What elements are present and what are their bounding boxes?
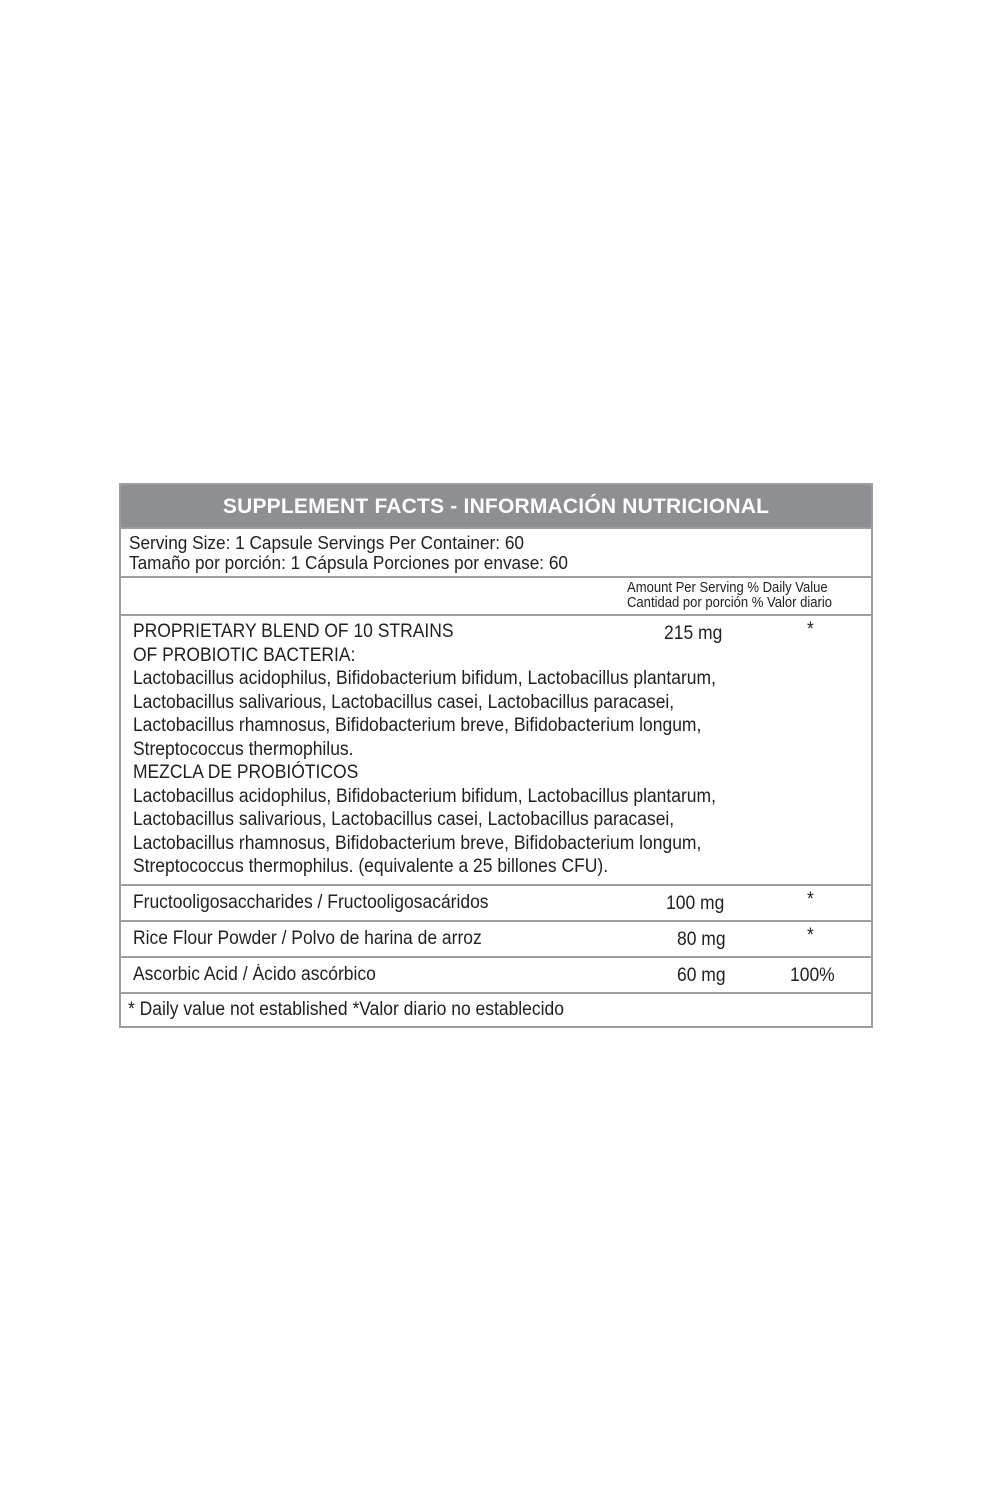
ingredient-label: Fructooligosaccharides / Fructooligosacáridos [132,891,489,913]
blend-line: Lactobacillus rhamnosus, Bifidobacterium breve, Bifidobacterium longum, [132,832,702,854]
ingredient-row [121,920,871,956]
footnote [121,992,871,1026]
blend-line: MEZCLA DE PROBIÓTICOS [132,762,359,783]
blend-amount: 215 mg [664,623,723,644]
ingredient-amount: 60 mg [677,964,726,986]
serving-info [121,527,871,576]
supplement-facts-panel [119,483,873,1028]
column-header-english: Amount Per Serving % Daily Value [627,580,828,596]
blend-line: Lactobacillus salivarious, Lactobacillus casei, Lactobacillus paracasei, [132,809,675,830]
ingredient-label: Rice Flour Powder / Polvo de harina de arroz [132,927,482,949]
ingredient-row [121,956,871,992]
footnote-text: * Daily value not established *Valor diario no establecido [128,998,564,1020]
column-headers [121,576,871,614]
ingredient-daily-value: 100% [790,964,835,986]
ingredient-row [121,884,871,920]
serving-line-english: Serving Size: 1 Capsule Servings Per Container: 60 [129,532,524,553]
serving-line-spanish: Tamaño por porción: 1 Cápsula Porciones por envase: 60 [129,552,568,573]
blend-daily-value: * [807,619,814,640]
ingredient-daily-value: * [807,924,814,946]
blend-line: PROPRIETARY BLEND OF 10 STRAINS [132,621,454,642]
ingredient-amount: 80 mg [677,928,726,950]
column-header-spanish: Cantidad por porción % Valor diario [627,595,833,611]
blend-line: Lactobacillus rhamnosus, Bifidobacterium breve, Bifidobacterium longum, [132,715,702,736]
blend-line: Lactobacillus acidophilus, Bifidobacterium bifidum, Lactobacillus plantarum, [132,785,716,807]
blend-line: Streptococcus thermophilus. [132,738,354,760]
ingredient-daily-value: * [807,888,814,910]
blend-line: Streptococcus thermophilus. (equivalente a 25 billones CFU). [132,856,609,877]
blend-line: Lactobacillus acidophilus, Bifidobacterium bifidum, Lactobacillus plantarum, [132,668,716,689]
ingredient-amount: 100 mg [666,892,725,914]
blend-line: Lactobacillus salivarious, Lactobacillus casei, Lactobacillus paracasei, [132,691,675,713]
blend-line: OF PROBIOTIC BACTERIA: [132,644,356,666]
proprietary-blend-row [121,614,871,884]
ingredient-label: Ascorbic Acid / Ácido ascórbico [132,963,376,985]
panel-title: SUPPLEMENT FACTS - INFORMACIÓN NUTRICIONAL [121,485,871,527]
